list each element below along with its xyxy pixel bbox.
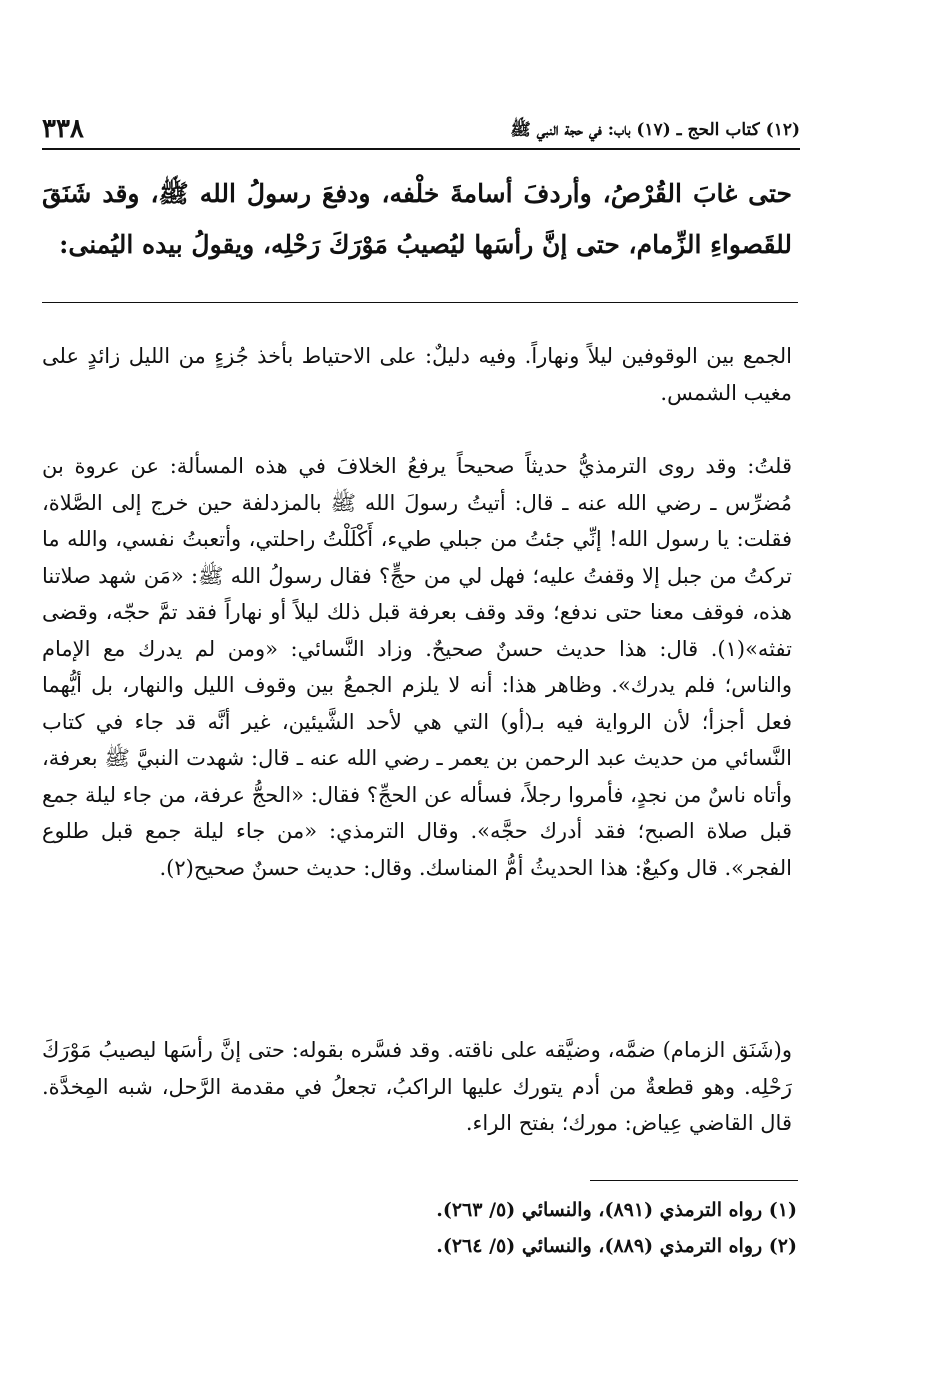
hadith-main-text: حتى غابَ القُرْصُ، وأردفَ أسامةَ خلْفه، ودفعَ رسولُ الله ﷺ، وقد شَنَقَ للقَصواءِ الزِّمام، حتى إنَّ رأسَها ليُصيبُ مَوْرَكَ رَحْلِه، ويقولُ بيده اليُمنى: (42, 179, 792, 259)
commentary-paragraph-1: الجمع بين الوقوفين ليلاً ونهاراً. وفيه دليلٌ: على الاحتياط بأخذ جُزءٍ من الليل زائدٍ على مغيب الشمس. (42, 344, 792, 405)
running-title: (١٢) كتاب الحج ـ (١٧) باب: في حجة النبي ﷺ (510, 120, 800, 140)
footnote-1: (١) رواه الترمذي (٨٩١)، والنسائي (٥/ ٢٦٣). (436, 1199, 797, 1221)
commentary-paragraph-3: و(شَنَق الزمام) ضمَّه، وضيَّقه على ناقته. وقد فسَّره بقوله: حتى إنَّ رأسَها ليصيبُ مَوْرَكَ رَحْلِه. وهو قطعةٌ من أدم يتورك عليها الراكبُ، تجعلُ في مقدمة الرَّحل، شبه المِخدَّة. قال القاضي عِياض: مورك؛ بفتح الراء. (42, 1038, 792, 1135)
section-divider (42, 302, 798, 303)
page-number: ٣٣٨ (42, 114, 84, 144)
commentary-paragraph-2: قلتُ: وقد روى الترمذيُّ حديثاً صحيحاً يرفعُ الخلافَ في هذه المسألة: عن عروة بن مُضرِّس ـ رضي الله عنه ـ قال: أتيتُ رسولَ الله ﷺ بالمزدلفة حين خرج إلى الصَّلاة، فقلت: يا رسول الله! إنِّي جئتُ من جبلي طيء، أَكْلَلْتُ راحلتي، وأتعبتُ نفسي، والله ما تركتُ من جبل إلا وقفتُ عليه؛ فهل لي من حجٍّ؟ فقال رسولُ الله ﷺ: «مَن شهد صلاتنا هذه، فوقف معنا حتى ندفع؛ وقد وقف بعرفة قبل ذلك ليلاً أو نهاراً فقد تمَّ حجّه، وقضى تفثه»(١). قال: هذا حديث حسنٌ صحيحٌ. وزاد النَّسائي: «ومن لم يدرك مع الإمام والناس؛ فلم يدرك». وظاهر هذا: أنه لا يلزم الجمعُ بين وقوف الليل والنهار، بل أيُّهما فعل أجزأ؛ لأن الرواية فيه بـ(أو) التي هي لأحد الشَّيئين، غير أنَّه قد جاء في كتاب النَّسائي من حديث عبد الرحمن بن يعمر ـ رضي الله عنه ـ قال: شهدت النبيَّ ﷺ بعرفة، وأتاه ناسٌ من نجدٍ، فأمروا رجلاً، فسأله عن الحجِّ؟ فقال: «الحجُّ عرفة، من جاء ليلة جمع قبل صلاة الصبح؛ فقد أدرك حجَّه». وقال الترمذي: «من جاء ليلة جمع قبل طلوع الفجر». قال وكيعٌ: هذا الحديثُ أمُّ المناسك. وقال: حديث حسنٌ صحيح(٢). (42, 454, 792, 880)
footnote-divider (590, 1180, 798, 1181)
footnote-2: (٢) رواه الترمذي (٨٨٩)، والنسائي (٥/ ٢٦٤). (436, 1235, 797, 1257)
footnotes (42, 1192, 797, 1264)
page-header (42, 104, 800, 150)
